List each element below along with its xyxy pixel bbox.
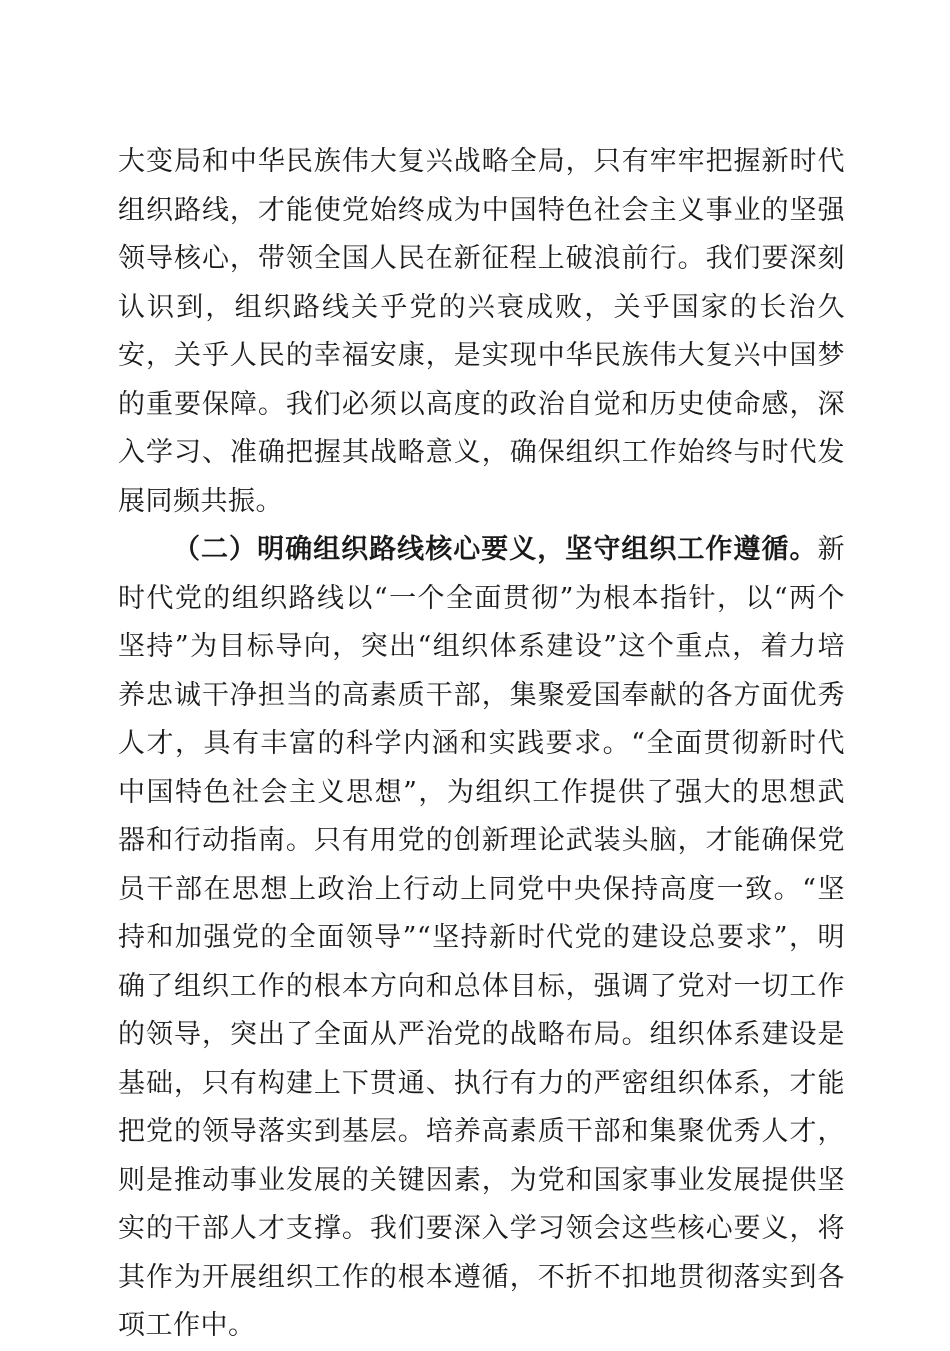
paragraph-1-text: 大变局和中华民族伟大复兴战略全局，只有牢牢把握新时代组织路线，才能使党始终成为中国特色社会主义事业的坚强领导核心，带领全国人民在新征程上破浪前行。我们要深刻认识到，组织路线关乎党的兴衰成败，关乎国家的长治久安，关乎人民的幸福安康，是实现中华民族伟大复兴中国梦的重要保障。我们必须以高度的政治自觉和历史使命感，深入学习、准确把握其战略意义，确保组织工作始终与时代发展同频共振。 <box>118 146 845 517</box>
section-heading: （二）明确组织路线核心要义，坚守组织工作遵循。 <box>173 534 818 565</box>
paragraph-2 <box>118 526 845 1351</box>
document-body <box>118 138 845 1351</box>
paragraph-2-text: 新时代党的组织路线以“一个全面贯彻”为根本指针，以“两个坚持”为目标导向，突出“组织体系建设”这个重点，着力培养忠诚干净担当的高素质干部，集聚爱国奉献的各方面优秀人才，具有丰富的科学内涵和实践要求。“全面贯彻新时代中国特色社会主义思想”，为组织工作提供了强大的思想武器和行动指南。只有用党的创新理论武装头脑，才能确保党员干部在思想上政治上行动上同党中央保持高度一致。“坚持和加强党的全面领导”“坚持新时代党的建设总要求”，明确了组织工作的根本方向和总体目标，强调了党对一切工作的领导，突出了全面从严治党的战略布局。组织体系建设是基础，只有构建上下贯通、执行有力的严密组织体系，才能把党的领导落实到基层。培养高素质干部和集聚优秀人才，则是推动事业发展的关键因素，为党和国家事业发展提供坚实的干部人才支撑。我们要深入学习领会这些核心要义，将其作为开展组织工作的根本遵循，不折不扣地贯彻落实到各项工作中。 <box>118 534 845 1341</box>
paragraph-1 <box>118 138 845 526</box>
